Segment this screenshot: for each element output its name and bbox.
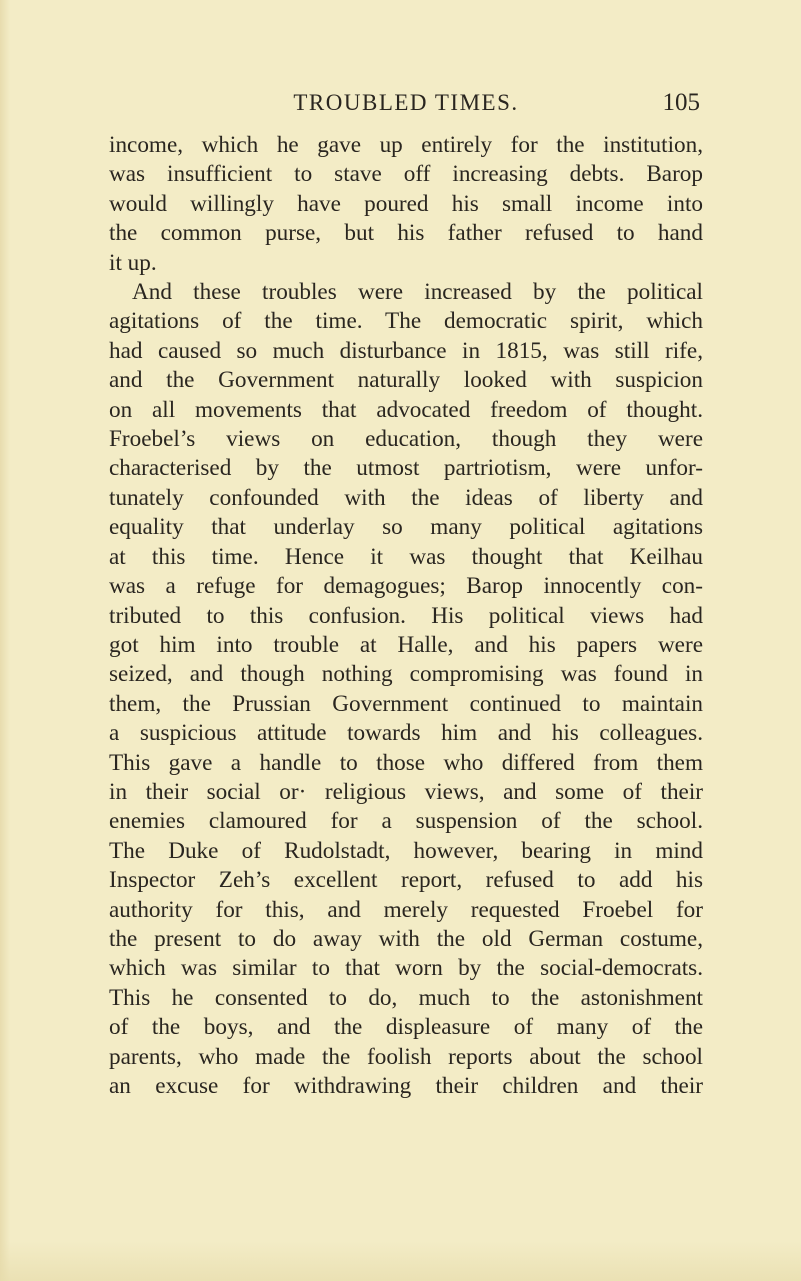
page-edge-shadow — [0, 0, 10, 1281]
text-line: authority for this, and merely requested Froebel for — [109, 896, 703, 923]
text-line: income, which he gave up entirely for the institution, — [109, 132, 703, 158]
text-line: seized, and though nothing compromising was found in — [109, 661, 703, 688]
text-line: was insufficient to stave off increasing debts. Barop — [109, 161, 703, 188]
text-line: got him into trouble at Halle, and his papers were — [109, 631, 703, 658]
text-line: of the boys, and the displeasure of many of the — [109, 1014, 703, 1041]
text-line: This gave a handle to those who differed from them — [109, 749, 703, 776]
page-bottom-shadow — [0, 1241, 801, 1281]
page-number: 105 — [662, 89, 700, 116]
text-line: the present to do away with the old German costume, — [109, 925, 703, 952]
text-line: had caused so much disturbance in 1815, was still rife, — [109, 337, 703, 364]
running-head-title: TROUBLED TIMES. — [293, 90, 519, 115]
text-line: tributed to this confusion. His political views had — [109, 602, 703, 629]
text-line: Froebel’s views on education, though they were — [109, 426, 703, 453]
text-line: parents, who made the foolish reports about the school — [109, 1043, 703, 1070]
text-line: was a refuge for demagogues; Barop innocently con- — [109, 573, 703, 600]
text-line: on all movements that advocated freedom of thought. — [109, 396, 703, 423]
text-line: The Duke of Rudolstadt, however, bearing in mind — [109, 837, 703, 864]
text-line: Inspector Zeh’s excellent report, refused to add his — [109, 867, 703, 894]
text-line: tunately confounded with the ideas of liberty and — [109, 484, 703, 511]
text-line: characterised by the utmost partriotism, were unfor- — [109, 455, 703, 482]
text-line: And these troubles were increased by the political — [132, 279, 703, 306]
text-line: enemies clamoured for a suspension of the school. — [109, 808, 703, 835]
text-line: at this time. Hence it was thought that Keilhau — [109, 543, 703, 570]
text-line: which was similar to that worn by the social-democrats. — [109, 955, 703, 982]
text-line: the common purse, but his father refused to hand — [109, 220, 703, 247]
text-line: them, the Prussian Government continued to maintain — [109, 690, 703, 717]
text-line: a suspicious attitude towards him and his colleagues. — [109, 720, 703, 747]
text-line: and the Government naturally looked with suspicion — [109, 367, 703, 394]
text-line: This he consented to do, much to the astonishment — [109, 984, 703, 1011]
text-line: it up. — [109, 249, 157, 276]
body-text — [109, 131, 703, 1181]
text-line: in their social or· religious views, and some of their — [109, 778, 703, 805]
text-line: would willingly have poured his small income into — [109, 190, 703, 217]
paragraph-2 — [109, 278, 703, 1101]
running-head — [108, 86, 704, 120]
text-line: equality that underlay so many political agitations — [109, 514, 703, 541]
text-line: agitations of the time. The democratic spirit, which — [109, 308, 703, 335]
text-line: an excuse for withdrawing their children and their — [109, 1073, 703, 1099]
paragraph-1 — [109, 131, 703, 278]
